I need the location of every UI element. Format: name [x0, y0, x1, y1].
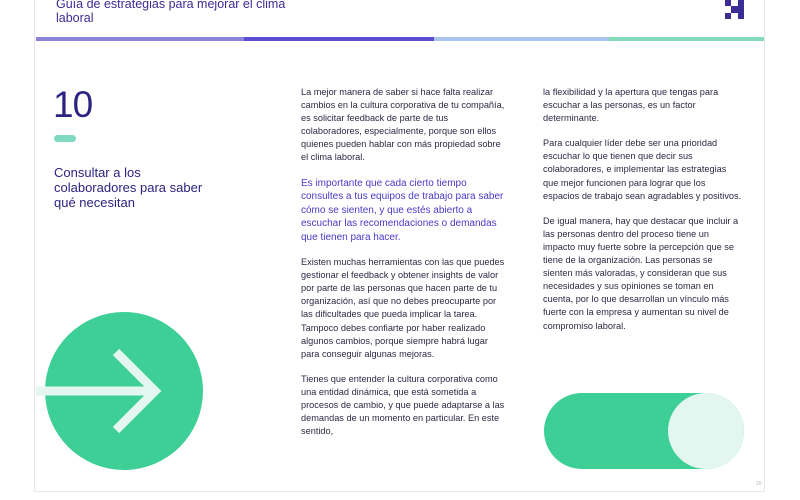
band-segment — [36, 37, 244, 41]
paragraph: Tienes que entender la cultura corporativa como una entidad dinámica, que está sometida a procesos de cambio, y que puede adaptarse a las demandas de un momento en particular. En este sentido, — [301, 373, 505, 437]
header-title: Guía de estrategias para mejorar el clima laboral — [56, 0, 286, 25]
paragraph: De igual manera, hay que destacar que incluir a las personas dentro del proceso tiene un impacto muy fuerte sobre la percepción que se tiene de la organización. Las personas se sienten más valoradas, y consideran que sus necesidades y sus opiniones se toman en cuenta, por lo que desarrollan un vínculo más fuerte con la empresa y aumentan su nivel de compromiso laboral. — [543, 215, 739, 331]
band-segment — [609, 37, 764, 41]
band-segment — [434, 37, 609, 41]
paragraph: La mejor manera de saber si hace falta realizar cambios en la cultura corporativa de tu compañía, es solicitar feedback de parte de tus colaboradores, especialmente, porque son ellos quienes pueden hablar con más propiedad sobre el clima laboral. — [301, 87, 505, 163]
arrow-right-icon — [24, 310, 204, 472]
paragraph: la flexibilidad y la apertura que tengas para escuchar a las personas, es un factor determinante. — [543, 87, 719, 124]
chapter-number: 10 — [53, 84, 93, 125]
paragraph: Para cualquier líder debe ser una prioridad escuchar lo que tienen que decir sus colaboradores, e implementar las estrategias que mejor funcionen para lograr que los espacios de trabajo sean agradables y positivos. — [543, 138, 742, 201]
toggle-switch-icon — [544, 393, 744, 469]
page-number: 20 — [756, 481, 762, 487]
band-segment — [244, 37, 434, 41]
brand-logo-icon — [725, 0, 745, 19]
paragraph: Existen muchas herramientas con las que puedes gestionar el feedback y obtener insights de valor por parte de las personas que hacen parte de tu organización, así que no debes preocuparte por las dificultades que pueda implicar la tarea. Tampoco debes confiarte por haber realizado algunos cambios, porque siempre habrá lugar para conseguir algunas mejoras. — [301, 257, 505, 359]
section-heading: Consultar a los colaboradores para saber qué necesitan — [54, 165, 203, 210]
body-column-left — [301, 86, 506, 450]
header-color-band — [36, 37, 764, 41]
highlight-paragraph: Es importante que cada cierto tiempo consultes a tus equipos de trabajo para saber cómo se sienten, y que estés abierto a escuchar las recomendaciones o demandas que tienen para hacer. — [301, 177, 504, 243]
body-column-right — [543, 86, 743, 345]
chapter-accent-pill — [54, 135, 76, 142]
